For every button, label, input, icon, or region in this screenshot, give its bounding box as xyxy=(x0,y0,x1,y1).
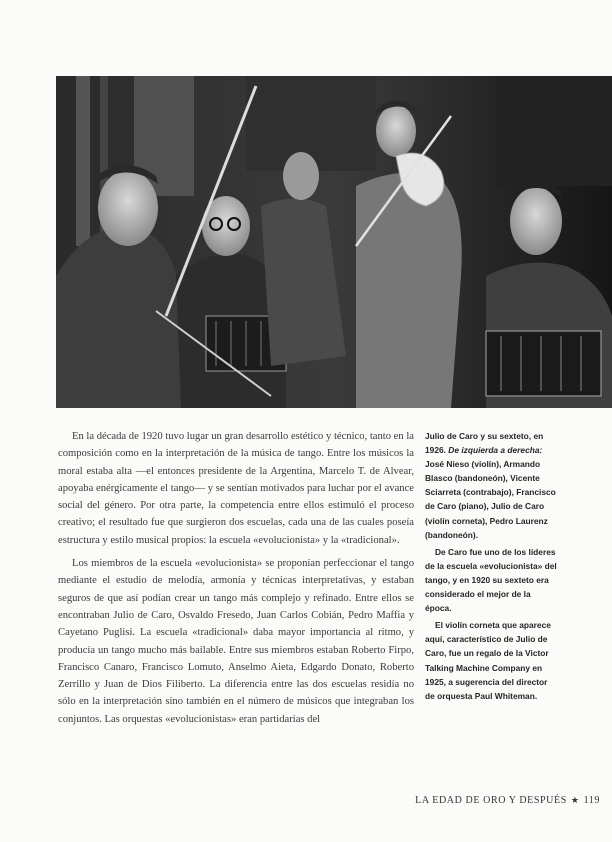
caption-names: José Nieso (violín), Armando Blasco (bandoneón), Vicente Sciarreta (contrabajo), Francisco de Caro (piano), Julio de Caro (violín corneta), Pedro Laurenz (bandoneón). xyxy=(425,459,556,540)
caption-paragraph-2: De Caro fue uno de los líderes de la escuela «evolucionista» del tango, y en 1920 su sexteto era considerado el mejor de la época. xyxy=(425,546,557,614)
body-text xyxy=(58,428,414,728)
caption-intro: Julio de Caro y su sexteto, en 1926. xyxy=(425,431,544,456)
star-icon: ★ xyxy=(570,795,580,805)
body-paragraph-1: En la década de 1920 tuvo lugar un gran desarrollo estético y técnico, tanto en la composición como en la interpretación de la música de tango. Entre los músicos la moral estaba alta —el entonces presidente de la Argentina, Marcelo T. de Alvear, apoyaba enérgicamente el tango— y se sentían motivados para luchar por el avance social del género. Por otra parte, la competencia entre ellos estimuló el proceso creativo; el resultado fue que surgieron dos escuelas, cada una de las cuales poseía estructura y estilo musical propios: la escuela «evolucionista» y la «tradicional». xyxy=(58,431,414,546)
sextet-photo xyxy=(56,76,612,408)
caption-paragraph-3: El violín corneta que aparece aquí, característico de Julio de Caro, fue un regalo de la Victor Talking Machine Company en 1925, a sugerencia del director de orquesta Paul Whiteman. xyxy=(425,620,551,701)
running-title: LA EDAD DE ORO Y DESPUÉS xyxy=(415,795,567,806)
page-footer xyxy=(415,795,600,806)
caption-direction: De izquierda a derecha: xyxy=(448,445,543,456)
body-paragraph-2: Los miembros de la escuela «evolucionista» se proponían perfeccionar el tango mediante el estudio de melodía, armonía y técnicas interpretativas, y estaban seguros de que así podían crear un tango más complejo y refinado. Entre ellos se encontraban Julio de Caro, Osvaldo Fresedo, Juan Carlos Cobián, Pedro Maffia y Cayetano Puglisi. La escuela «tradicional» daba mayor importancia al ritmo, y producía un tango mucho más bailable. Entre sus miembros estaban Roberto Firpo, Francisco Canaro, Francisco Lomuto, Anselmo Aieta, Edgardo Donato, Roberto Zerrillo y Juan de Dios Filiberto. La diferencia entre las dos escuelas residía no sólo en la interpretación sino también en el número de músicos que integraban los conjuntos. Las orquestas «evolucionistas» eran partidarias del xyxy=(58,558,414,725)
page-number: 119 xyxy=(583,795,600,806)
photo-caption xyxy=(425,429,557,703)
photo-illustration xyxy=(56,76,612,408)
caption-paragraph-1 xyxy=(425,429,557,542)
